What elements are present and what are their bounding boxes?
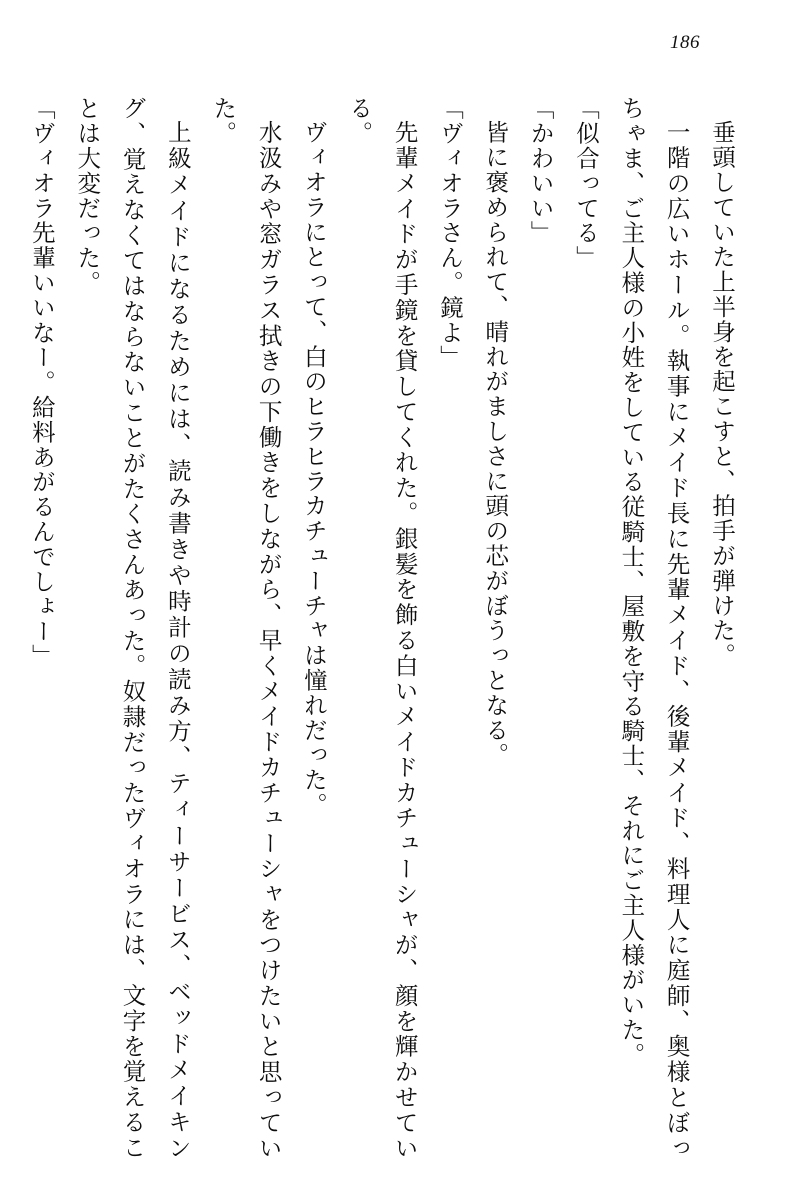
paragraph: 水汲みや窓ガラス拭きの下働きをしながら、早くメイドカチューシャをつけたいと思っていた。	[209, 96, 283, 1160]
page-number: 186	[670, 32, 700, 53]
paragraph: 上級メイドになるためには、読み書きや時計の読み方、ティーサービス、ベッドメイキング、覚えなくてはならないことがたくさんあった。奴隷だったヴィオラには、文字を覚えることは大変だった。	[73, 96, 192, 1160]
paragraph: 「似合ってる」	[571, 96, 600, 271]
paragraph: 「かわいい」	[526, 96, 555, 246]
paragraph: ヴィオラにとって、白のヒラヒラカチューチャは憧れだった。	[299, 119, 328, 817]
paragraph: 「ヴィオラさん。鏡よ」	[435, 96, 464, 370]
paragraph: 「ヴィオラ先輩いいなー。給料あがるんでしょー」	[27, 96, 56, 669]
paragraph: 先輩メイドが手鏡を貸してくれた。銀髪を飾る白いメイドカチューシャが、顔を輝かせている。	[345, 96, 419, 1160]
paragraph: 一階の広いホール。執事にメイド長に先輩メイド、後輩メイド、料理人に庭師、奥様とぼっちゃま、ご主人様の小姓をしている従騎士、屋敷を守る騎士、それにご主人様がいた。	[617, 96, 691, 1160]
page-body-text	[27, 96, 744, 1160]
paragraph: 皆に褒められて、晴れがましさに頭の芯がぼうっとなる。	[481, 119, 510, 767]
paragraph: 垂頭していた上半身を起こすと、拍手が弾けた。	[708, 119, 736, 668]
